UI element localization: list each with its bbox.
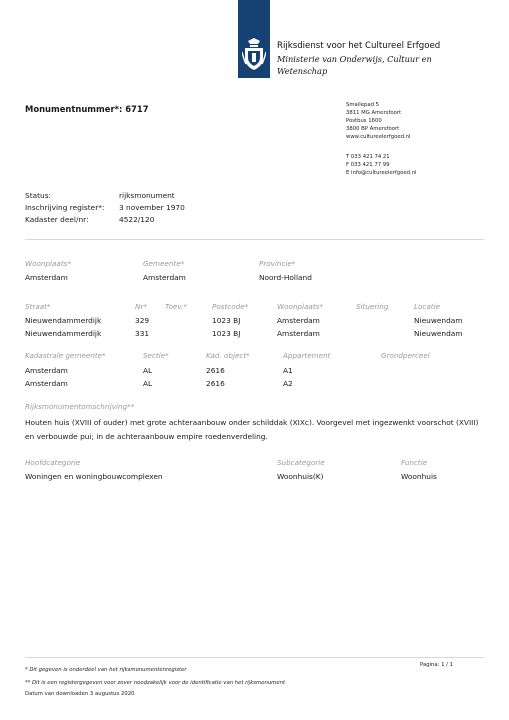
kadaster-value: 4522/120 — [119, 215, 155, 224]
col-header-woonplaats-2: Woonplaats* — [277, 302, 323, 311]
gemeente-value: Amsterdam — [143, 273, 186, 282]
appartement-cell: A1 — [283, 366, 293, 375]
hoofdcategorie-value: Woningen en woningbouwcomplexen — [25, 472, 163, 481]
crest-icon — [242, 38, 266, 72]
postcode-cell: 1023 BJ — [212, 316, 241, 325]
address-postcode: 3811 MG Amersfoort — [346, 110, 402, 116]
col-header-provincie: Provincie* — [259, 259, 296, 268]
col-header-kad-object: Kad. object* — [206, 351, 250, 360]
functie-value: Woonhuis — [401, 472, 437, 481]
street-cell: Nieuwendammerdijk — [25, 316, 102, 325]
footer-divider — [25, 657, 484, 658]
col-header-locatie: Locatie — [414, 302, 440, 311]
col-header-subcategorie: Subcategorie — [277, 458, 325, 467]
page-number: Pagina: 1 / 1 — [420, 662, 453, 668]
col-header-grondperceel: Grondperceel — [381, 351, 430, 360]
divider — [25, 239, 484, 240]
locatie-cell: Nieuwendam — [414, 316, 463, 325]
kad-gemeente-cell: Amsterdam — [25, 379, 68, 388]
kad-object-cell: 2616 — [206, 379, 225, 388]
col-header-hoofdcategorie: Hoofdcategorie — [25, 458, 81, 467]
description-text: Houten huis (XVIII of ouder) met grote achteraanbouw onder schilddak (XIXc). Voorgevel met ingezwenkt voorschot (XVIII) en verbouwde pui; in de achteraanbouw empire roedenverdeling. — [25, 418, 479, 441]
footnote-2: ** Dit is een registergegeven voor zover noodzakelijk voor de identificatie van het rijksmonument — [25, 680, 286, 686]
provincie-value: Noord-Holland — [259, 273, 312, 282]
col-header-functie: Functie — [401, 458, 428, 467]
number-cell: 329 — [135, 316, 150, 325]
address-street: Smallepad 5 — [346, 102, 379, 108]
woonplaats-cell: Amsterdam — [277, 329, 320, 338]
address-po-box: Postbus 1600 — [346, 118, 382, 124]
org-name: Rijksdienst voor het Cultureel Erfgoed — [277, 41, 441, 51]
address-website[interactable]: www.cultureelerfgoed.nl — [346, 134, 411, 140]
address-fax: F 033 421 77 99 — [346, 162, 390, 168]
col-header-kadastrale-gemeente: Kadastrale gemeente* — [25, 351, 106, 360]
kad-gemeente-cell: Amsterdam — [25, 366, 68, 375]
col-header-straat: Straat* — [25, 302, 51, 311]
col-header-postcode: Postcode* — [212, 302, 249, 311]
postcode-cell: 1023 BJ — [212, 329, 241, 338]
ministry-line1: Ministerie van Onderwijs, Cultuur en — [277, 54, 432, 64]
woonplaats-value: Amsterdam — [25, 273, 68, 282]
register-label: Inschrijving register*: — [25, 203, 105, 212]
sectie-cell: AL — [143, 366, 153, 375]
street-cell: Nieuwendammerdijk — [25, 329, 102, 338]
description-header: Rijksmonumentomschrijving** — [25, 402, 135, 411]
sectie-cell: AL — [143, 379, 153, 388]
col-header-gemeente: Gemeente* — [143, 259, 185, 268]
col-header-appartement: Appartement — [283, 351, 331, 360]
col-header-nr: Nr* — [135, 302, 147, 311]
address-phone: T 033 421 74 21 — [346, 154, 390, 160]
ministry-line2: Wetenschap — [277, 66, 328, 76]
register-value: 3 november 1970 — [119, 203, 185, 212]
subcategorie-value: Woonhuis(K) — [277, 472, 324, 481]
col-header-situering: Situering — [356, 302, 389, 311]
kad-object-cell: 2616 — [206, 366, 225, 375]
address-email[interactable]: E info@cultureelerfgoed.nl — [346, 170, 417, 176]
logo-bar — [238, 0, 270, 78]
download-date: Datum van downloaden 3 augustus 2020 — [25, 691, 135, 697]
kadaster-label: Kadaster deel/nr: — [25, 215, 89, 224]
footnote-1: * Dit gegeven is onderdeel van het rijksmonumentenregister — [25, 667, 187, 673]
status-label: Status: — [25, 191, 52, 200]
status-value: rijksmonument — [119, 191, 175, 200]
address-po-postcode: 3800 BP Amersfoort — [346, 126, 400, 132]
locatie-cell: Nieuwendam — [414, 329, 463, 338]
col-header-woonplaats: Woonplaats* — [25, 259, 71, 268]
monument-number: Monumentnummer*: 6717 — [25, 104, 149, 114]
col-header-toev: Toev.* — [165, 302, 187, 311]
woonplaats-cell: Amsterdam — [277, 316, 320, 325]
appartement-cell: A2 — [283, 379, 293, 388]
number-cell: 331 — [135, 329, 150, 338]
col-header-sectie: Sectie* — [143, 351, 169, 360]
